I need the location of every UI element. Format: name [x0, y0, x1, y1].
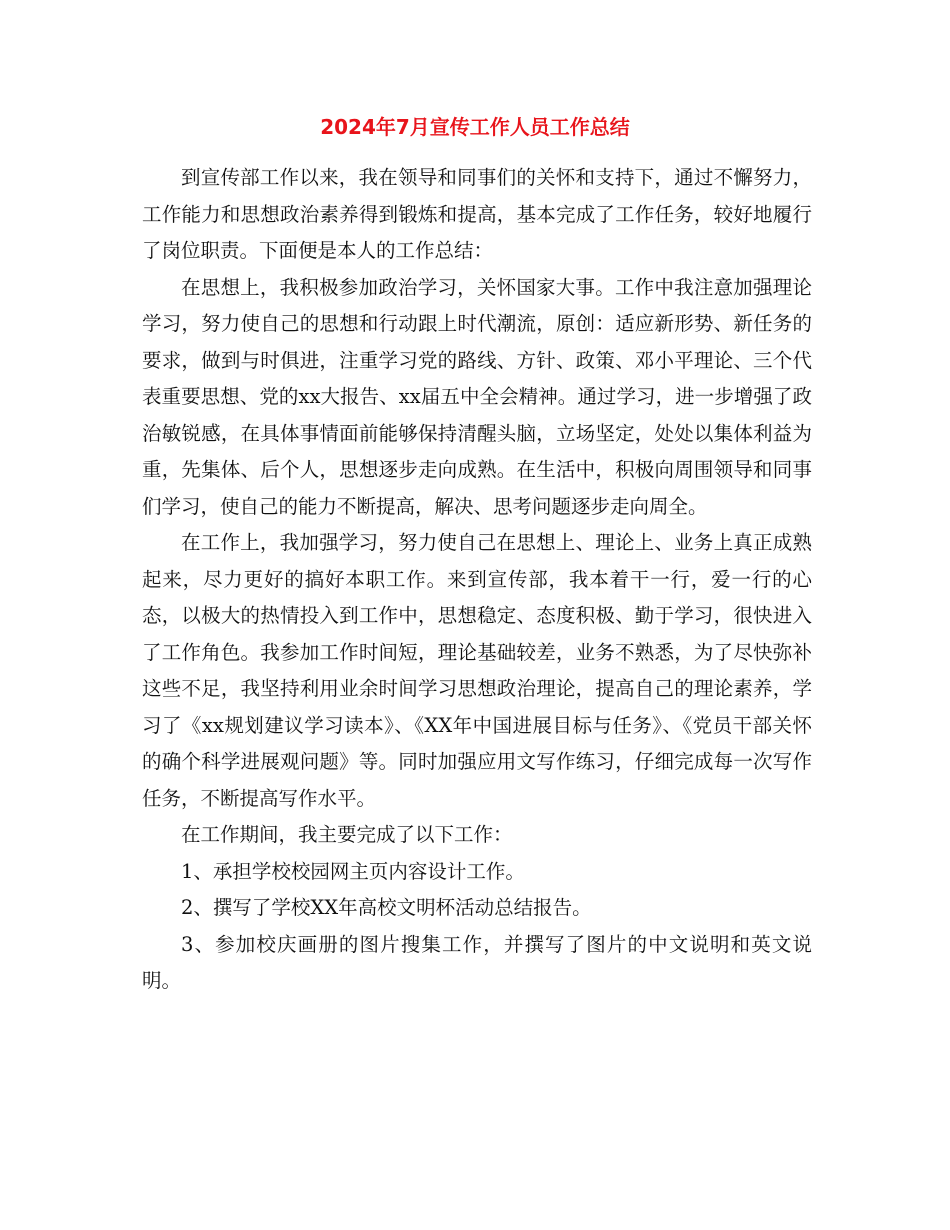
- paragraph-ideology: 在思想上，我积极参加政治学习，关怀国家大事。工作中我注意加强理论学习，努力使自己的思想和行动跟上时代潮流，原创：适应新形势、新任务的要求，做到与时俱进，注重学习党的路线、方针、政策、邓小平理论、三个代表重要思想、党的xx大报告、xx届五中全会精神。通过学习，进一步增强了政治敏锐感，在具体事情面前能够保持清醒头脑，立场坚定，处处以集体利益为重，先集体、后个人，思想逐步走向成熟。在生活中，积极向周围领导和同事们学习，使自己的能力不断提高，解决、思考问题逐步走向周全。: [142, 275, 812, 518]
- list-item-1: 1、承担学校校园网主页内容设计工作。: [181, 859, 525, 883]
- list-item-3: 3、参加校庆画册的图片搜集工作，并撰写了图片的中文说明和英文说明。: [142, 932, 812, 992]
- paragraph-tasks-intro: 在工作期间，我主要完成了以下工作：: [181, 823, 513, 846]
- list-item-2: 2、撰写了学校XX年高校文明杯活动总结报告。: [181, 896, 592, 919]
- document-body: [142, 160, 812, 1000]
- paragraph-work: 在工作上，我加强学习，努力使自己在思想上、理论上、业务上真正成熟起来，尽力更好的搞好本职工作。来到宣传部，我本着干一行，爱一行的心态，以极大的热情投入到工作中，思想稳定、态度积极、勤于学习，很快进入了工作角色。我参加工作时间短，理论基础较差，业务不熟悉，为了尽快弥补这些不足，我坚持利用业余时间学习思想政治理论，提高自己的理论素养，学习了《xx规划建议学习读本》、《XX年中国进展目标与任务》、《党员干部关怀的确个科学进展观问题》等。同时加强应用文写作练习，仔细完成每一次写作任务，不断提高写作水平。: [142, 531, 812, 810]
- paragraph-intro: 到宣传部工作以来，我在领导和同事们的关怀和支持下，通过不懈努力，工作能力和思想政治素养得到锻炼和提高，基本完成了工作任务，较好地履行了岗位职责。下面便是本人的工作总结：: [142, 166, 812, 262]
- document-title: 2024年7月宣传工作人员工作总结: [320, 115, 630, 139]
